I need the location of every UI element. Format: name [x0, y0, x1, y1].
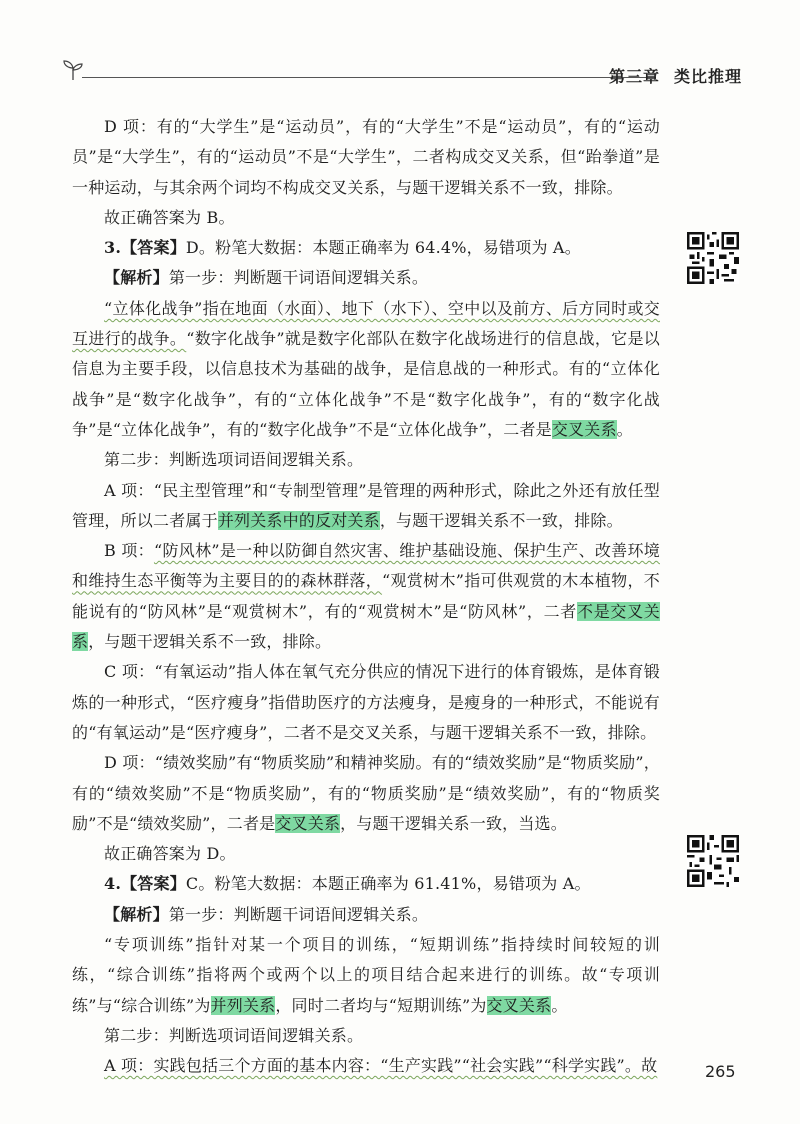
text-run: ，同时二者均与“短期训练”为: [275, 995, 487, 1015]
bold-label: 3.【答案】: [104, 238, 186, 258]
text-run: D 项：有的“大学生”是“运动员”，有的“大学生”不是“运动员”，有的“运动员”是“大学生”，有的“运动员”不是“大学生”，二者构成交叉关系，但“跆拳道”是一种运动，与其余两个词均不构成交叉关系，与题干逻辑关系不一致，排除。: [72, 117, 660, 197]
text-run: 第二步：判断选项词语间逻辑关系。: [104, 1025, 364, 1045]
text-run: 第二步：判断选项词语间逻辑关系。: [104, 450, 364, 470]
text-run: ，与题干逻辑关系不一致，排除。: [379, 510, 623, 530]
highlighted-term: 并列关系: [210, 995, 276, 1015]
text-run: 。: [616, 419, 633, 439]
page-number: 265: [705, 1062, 736, 1081]
header-rule: [82, 77, 656, 78]
text-run: “专项训练”指针对某一个项目的训练，“短期训练”指持续时间较短的训练，“综合训练”指将两个或两个以上的项目结合起来进行的训练。故“专项训练”与“综合训练”为: [72, 935, 660, 1015]
page-header: [62, 58, 742, 94]
bold-label: 【解析】: [104, 904, 169, 924]
chapter-number: 第三章: [608, 67, 660, 86]
qr-code-2[interactable]: [687, 835, 739, 887]
text-run: C。粉笔大数据：本题正确率为 61.41%，易错项为 A。: [185, 874, 591, 894]
highlighted-term: 交叉关系: [486, 995, 552, 1015]
text-run: 故正确答案为 B。: [104, 207, 235, 227]
answer-explanation-text: [72, 112, 660, 1082]
text-run: D 项：“绩效奖励”有“物质奖励”和精神奖励。有的“绩效奖励”是“物质奖励”，有的“绩效奖励”不是“物质奖励”，有的“物质奖励”是“绩效奖励”，有的“物质奖励”不是“绩效奖励”，二者是: [72, 753, 660, 833]
highlighted-term: 交叉关系: [551, 419, 617, 439]
paragraph: [72, 263, 660, 293]
paragraph: [72, 112, 660, 203]
paragraph: [72, 748, 660, 839]
paragraph: [72, 294, 660, 445]
qr-code-1[interactable]: [687, 232, 739, 284]
text-run: ，与题干逻辑关系一致，当选。: [340, 813, 567, 833]
text-run: A 项：“民主型管理”和“专制型管理”是管理的两种形式，除此之外还有放任型管理，所以二者属于: [72, 480, 660, 530]
sprout-icon: [62, 58, 84, 82]
text-run: B 项：: [104, 541, 154, 561]
highlighted-term: 交叉关系: [275, 813, 341, 833]
chapter-title: 类比推理: [673, 67, 742, 86]
underlined-text: “防风林”是一种以防御自然灾害、维护基础设施、保护生产、改善环境和维持生态平衡等为主要目的的森林群落，: [72, 541, 660, 591]
paragraph: [72, 536, 660, 657]
highlighted-term: 不是交叉关系: [72, 601, 660, 652]
paragraph: [72, 930, 660, 1021]
paragraph: [72, 900, 660, 930]
text-run: 故正确答案为 D。: [104, 844, 236, 864]
text-run: C 项：“有氧运动”指人体在氧气充分供应的情况下进行的体育锻炼，是体育锻炼的一种形式，“医疗瘦身”指借助医疗的方法瘦身，是瘦身的一种形式，不能说有的“有氧运动”是“医疗瘦身”，二者不是交叉关系，与题干逻辑关系不一致，排除。: [72, 662, 660, 742]
paragraph: [72, 445, 660, 475]
bold-label: 4.【答案】: [104, 874, 186, 894]
text-run: 。: [551, 995, 568, 1015]
paragraph: [72, 839, 660, 869]
bold-label: 【解析】: [104, 268, 169, 288]
text-run: 第一步：判断题干词语间逻辑关系。: [168, 904, 429, 924]
underlined-text: A 项：实践包括三个方面的基本内容：“生产实践”“社会实践”“科学实践”。故: [104, 1056, 658, 1076]
paragraph: [72, 1051, 660, 1081]
text-run: D。粉笔大数据：本题正确率为 64.4%，易错项为 A。: [185, 238, 581, 258]
paragraph: [72, 869, 660, 899]
paragraph: [72, 657, 660, 748]
paragraph: [72, 476, 660, 537]
paragraph: [72, 203, 660, 233]
paragraph: [72, 233, 660, 263]
text-run: “观赏树木”指可供观赏的木本植物，不能说有的“防风林”是“观赏树木”，有的“观赏树木”是“防风林”，二者: [72, 571, 660, 621]
text-run: 第一步：判断题干词语间逻辑关系。: [168, 268, 429, 288]
text-run: ，与题干逻辑关系不一致，排除。: [88, 632, 332, 652]
underlined-text: “立体化战争”指在地面（水面）、地下（水下）、空中以及前方、后方同时或交互进行的战争。: [72, 298, 660, 349]
paragraph: [72, 1021, 660, 1051]
text-run: “数字化战争”就是数字化部队在数字化战场进行的信息战，它是以信息为主要手段，以信息技术为基础的战争，是信息战的一种形式。有的“立体化战争”是“数字化战争”，有的“立体化战争”不是“数字化战争”，有的“数字化战争”是“立体化战争”，有的“数字化战争”不是“立体化战争”，二者是: [72, 329, 660, 439]
highlighted-term: 并列关系中的反对关系: [217, 510, 380, 530]
chapter-heading: [609, 64, 742, 87]
